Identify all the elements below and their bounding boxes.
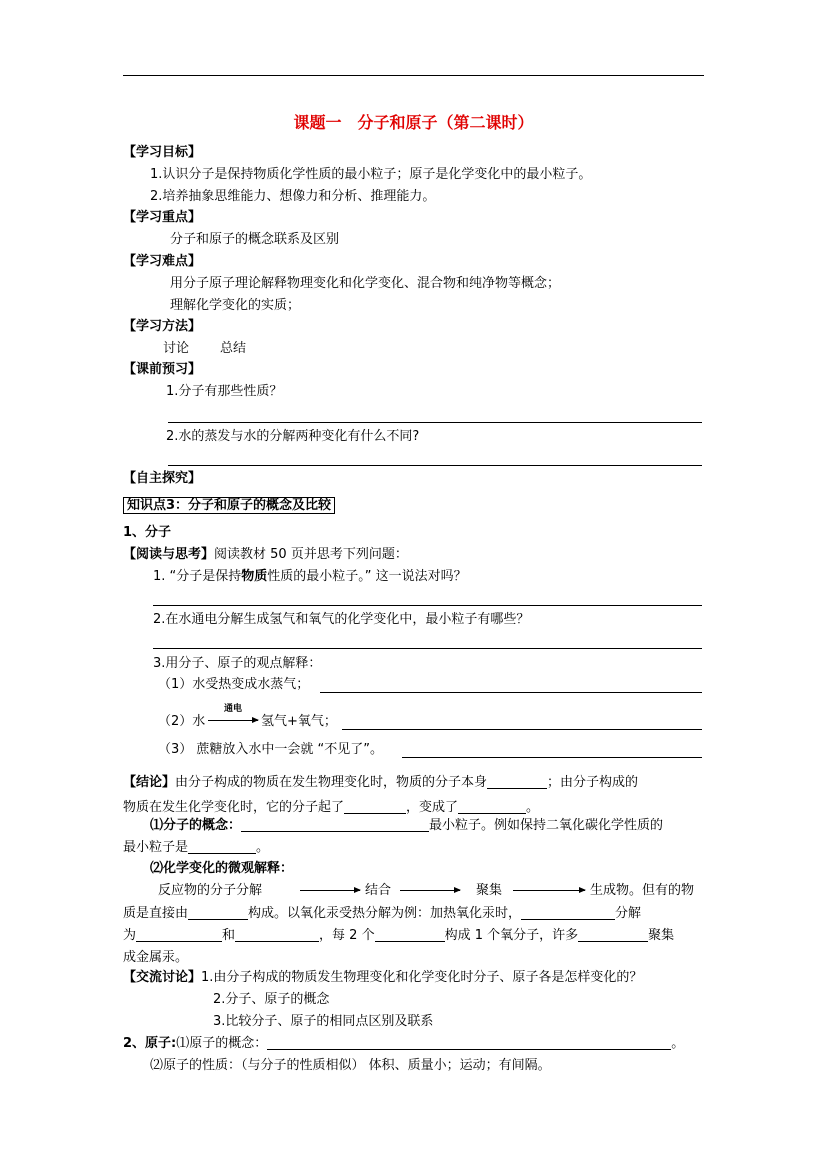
answer-line (168, 465, 702, 466)
molecule-concept: ⑴分子的概念： 最小粒子。例如保持二氧化碳化学性质的 (150, 818, 664, 833)
top-rule (123, 75, 704, 76)
explore-header: 【自主探究】 (123, 471, 202, 486)
flow-combine: 结合 (365, 883, 392, 898)
section-molecule: 1、分子 (123, 525, 172, 540)
answer-line (153, 648, 702, 649)
preview-q2: 2.水的蒸发与水的分解两种变化有什么不同? (166, 429, 420, 444)
page-title: 课题一 分子和原子（第二课时） (293, 113, 534, 132)
micro-explanation-header: ⑵化学变化的微观解释： (150, 861, 294, 876)
preview-header: 【课前预习】 (123, 362, 202, 377)
discussion-3: 3.比较分子、原子的相同点区别及联系 (213, 1014, 434, 1029)
answer-line (168, 422, 702, 423)
question-3: 3.用分子、原子的观点解释： (153, 656, 322, 671)
difficulty-2: 理解化学变化的实质； (170, 298, 301, 313)
question-1: 1. “分子是保持物质性质的最小粒子。” 这一说法对吗？ (153, 569, 467, 584)
method-discuss: 讨论 (163, 341, 190, 356)
goals-header: 【学习目标】 (123, 145, 202, 160)
goal-1: 1.认识分子是保持物质化学性质的最小粒子；原子是化学变化中的最小粒子。 (150, 167, 592, 182)
answer-line (402, 757, 702, 758)
question-3b-water: （2）水 (158, 714, 206, 729)
method-header: 【学习方法】 (123, 319, 202, 334)
atom-properties: ⑵原子的性质：（与分子的性质相似） 体积、质量小；运动；有间隔。 (150, 1058, 551, 1073)
discussion-1: 【交流讨论】1.由分子构成的物质发生物理变化和化学变化时分子、原子各是怎样变化的？ (123, 970, 643, 985)
difficulty-header: 【学习难点】 (123, 254, 202, 269)
question-3c: （3） 蔗糖放入水中一会就 “不见了”。 (158, 742, 384, 757)
conclusion-line1: 【结论】由分子构成的物质在发生物理变化时，物质的分子本身 ；由分子构成的 (123, 775, 639, 790)
answer-line (320, 692, 702, 693)
focus-text: 分子和原子的概念联系及区别 (170, 232, 340, 247)
reaction-arrow (208, 720, 258, 721)
atom-concept: 2、原子:⑴原子的概念： 。 (123, 1036, 685, 1051)
read-think: 【阅读与思考】阅读教材 50 页并思考下列问题： (123, 547, 408, 562)
difficulty-1: 用分子原子理论解释物理变化和化学变化、混合物和纯净物等概念； (170, 276, 561, 291)
flow-arrow (400, 890, 460, 891)
flow-decompose: 反应物的分子分解 (158, 883, 263, 898)
question-2: 2.在水通电分解生成氢气和氧气的化学变化中，最小粒子有哪些？ (153, 612, 530, 627)
molecule-concept-line2: 最小粒子是 。 (123, 840, 270, 855)
discussion-2: 2.分子、原子的概念 (213, 992, 330, 1007)
question-3b-products: 氢气+氧气； (261, 714, 337, 729)
conclusion-line2: 物质在发生化学变化时，它的分子起了 ，变成了 。 (123, 800, 540, 815)
answer-line (153, 605, 702, 606)
question-3a: （1）水受热变成水蒸气； (158, 677, 310, 692)
flow-gather: 聚集 (476, 883, 503, 898)
flow-arrow (513, 890, 585, 891)
answer-line (342, 729, 702, 730)
electrolysis-condition: 通电 (224, 704, 243, 714)
mercury-oxide-line2: 为 和 ，每 2 个 构成 1 个氧分子，许多 聚集 (123, 928, 675, 943)
mercury-oxide-line3: 成金属汞。 (123, 950, 189, 965)
goal-2: 2.培养抽象思维能力、想像力和分析、推理能力。 (150, 189, 436, 204)
mercury-oxide-line1: 质是直接由 构成。以氧化汞受热分解为例：加热氧化汞时， 分解 (123, 906, 642, 921)
focus-header: 【学习重点】 (123, 210, 202, 225)
preview-q1: 1.分子有那些性质？ (166, 384, 283, 399)
method-summary: 总结 (220, 341, 247, 356)
flow-product: 生成物。但有的物 (590, 883, 695, 898)
flow-arrow (300, 890, 360, 891)
knowledge-point-3: 知识点3：分子和原子的概念及比较 (123, 497, 335, 515)
